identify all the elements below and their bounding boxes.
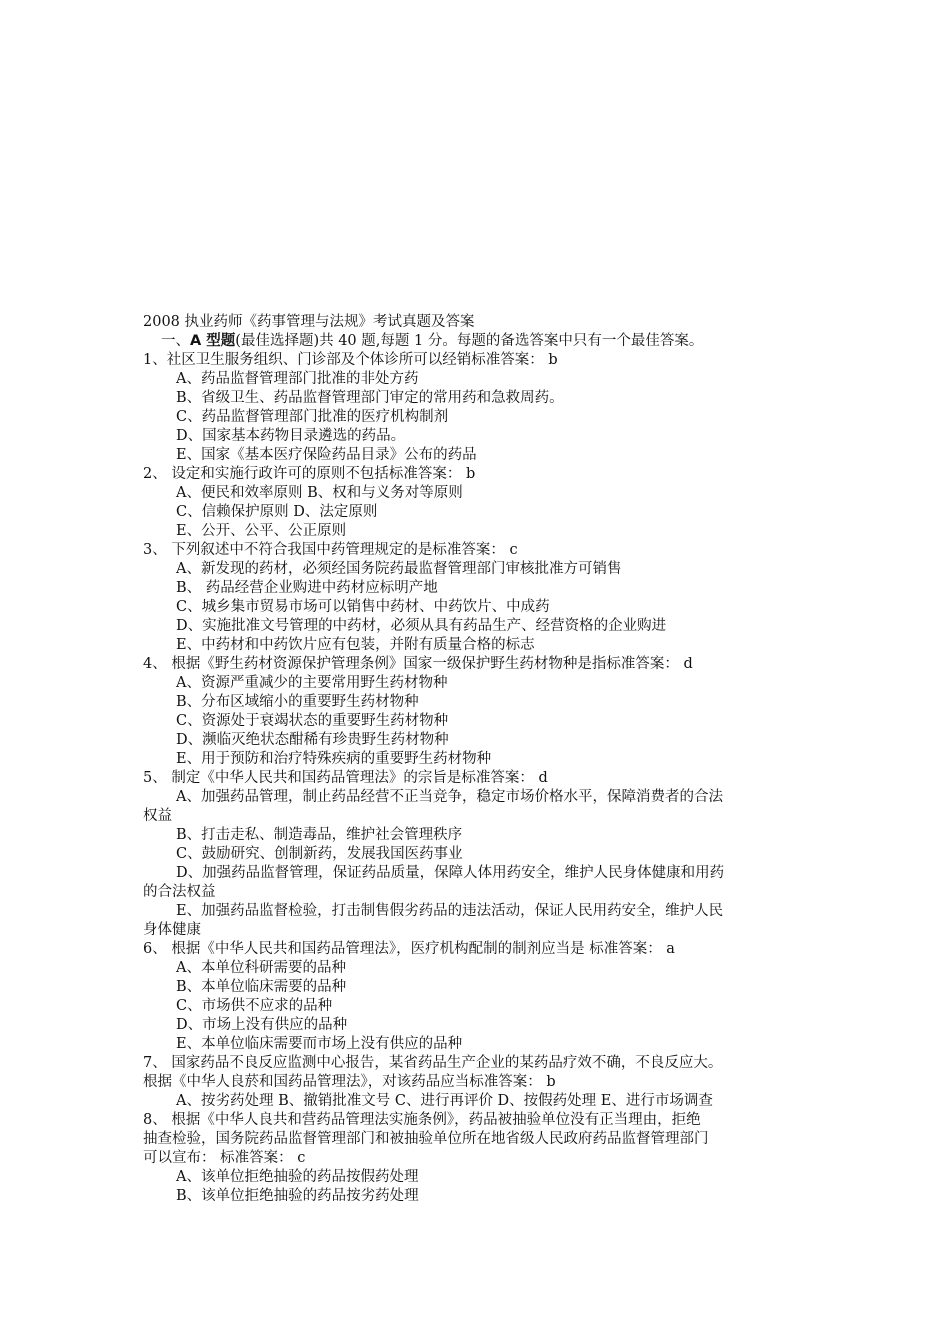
question-list [143,351,823,1206]
text-line: 的合法权益 [143,884,216,900]
answer-option: C、市场供不应求的品种 [176,998,333,1014]
text-line: 根据《中华人良菸和国药品管理法》，对该药品应当标准答案： b [143,1074,556,1090]
answer-option: E、中药材和中药饮片应有包装，并附有质量合格的标志 [176,637,535,653]
answer-option: A、本单位科研需要的品种 [176,960,346,976]
answer-option: E、本单位临床需要而市场上没有供应的品种 [176,1036,463,1052]
answer-option: A、加强药品管理，制止药品经营不正当竞争，稳定市场价格水平，保障消费者的合法 [176,789,723,805]
answer-option: E、用于预防和治疗特殊疾病的重要野生药材物种 [176,751,492,767]
document-title: 2008 执业药师《药事管理与法规》考试真题及答案 [143,314,475,330]
answer-option: C、鼓励研究、创制新药，发展我国医药事业 [176,846,463,862]
question-stem: 5、 制定《中华人民共和国药品管理法》的宗旨是标准答案： d [143,770,548,786]
section-heading [143,332,823,351]
question-stem: 1、社区卫生服务组织、门诊部及个体诊所可以经销标准答案： b [143,352,558,368]
question-stem: 7、 国家药品不良反应监测中心报告，某省药品生产企业的某药品疗效不确，不良反应大。 [143,1055,723,1071]
answer-option: C、药品监督管理部门批准的医疗机构制剂 [176,409,449,425]
answer-option: D、国家基本药物目录遴选的药品。 [176,428,406,444]
answer-option: B、省级卫生、药品监督管理部门审定的常用药和急救周药。 [176,390,564,406]
answer-option: D、实施批准文号管理的中药材，必须从具有药品生产、经营资格的企业购进 [176,618,667,634]
text-line: 抽查检验，国务院药品监督管理部门和被抽验单位所在地省级人民政府药品监督管理部门 [143,1131,709,1147]
answer-option: A、便民和效率原则 B、权和与义务对等原则 [176,485,463,501]
answer-option: A、新发现的药材，必须经国务院药最监督管理部门审核批准方可销售 [176,561,622,577]
text-line: 权益 [143,808,172,824]
answer-option: C、信赖保护原则 D、法定原则 [176,504,378,520]
answer-option: E、国家《基本医疗保险药品目录》公布的药品 [176,447,477,463]
text-line: 可以宣布： 标准答案： c [143,1150,306,1166]
answer-option: B、分布区域缩小的重要野生药材物种 [176,694,419,710]
question-stem: 8、 根据《中华人良共和营药品管理法实施条例》，药品被抽验单位没有正当理由，拒绝 [143,1112,701,1128]
question-stem: 3、 下列叙述中不符合我国中药管理规定的是标准答案： c [143,542,518,558]
answer-option: E、公开、公平、公正原则 [176,523,347,539]
answer-option: E、加强药品监督检验，打击制售假劣药品的违法活动，保证人民用药安全，维护人民 [176,903,724,919]
answer-option: D、加强药品监督管理，保证药品质量，保障人体用药安全，维护人民身体健康和用药 [176,865,725,881]
answer-option: C、城乡集市贸易市场可以销售中药材、中药饮片、中成药 [176,599,550,615]
answer-option: A、药品监督管理部门批准的非处方药 [176,371,419,387]
answer-option: A、该单位拒绝抽验的药品按假药处理 [176,1169,419,1185]
answer-option: B、打击走私、制造毒品，维护社会管理秩序 [176,827,463,843]
answer-option: D、濒临灭绝状态酣稀有珍贵野生药材物种 [176,732,449,748]
answer-option: A、按劣药处理 B、撤销批准文号 C、进行再评价 D、按假药处理 E、进行市场调查 [176,1093,713,1109]
answer-option: A、资源严重减少的主要常用野生药材物种 [176,675,448,691]
answer-option: B、该单位拒绝抽验的药品按劣药处理 [176,1188,419,1204]
section-number: 一、 [161,333,190,349]
question-stem: 6、 根据《中华人民共和国药品管理法》，医疗机构配制的制剂应当是 标准答案： a [143,941,675,957]
text-line: 身体健康 [143,922,201,938]
answer-option: B、 药品经营企业购进中药材应标明产地 [176,580,438,596]
section-description: (最佳选择题)共 40 题,每题 1 分。每题的备选答案中只有一个最佳答案。 [235,333,704,349]
document-body [143,313,823,1206]
section-type: A 型题 [190,333,236,349]
answer-option: C、资源处于衰竭状态的重要野生药材物种 [176,713,449,729]
question-stem: 2、 设定和实施行政许可的原则不包括标准答案： b [143,466,476,482]
question-stem: 4、 根据《野生药材资源保护管理条例》国家一级保护野生药材物种是指标准答案： d [143,656,693,672]
answer-option: D、市场上没有供应的品种 [176,1017,348,1033]
answer-option: B、本单位临床需要的品种 [176,979,347,995]
